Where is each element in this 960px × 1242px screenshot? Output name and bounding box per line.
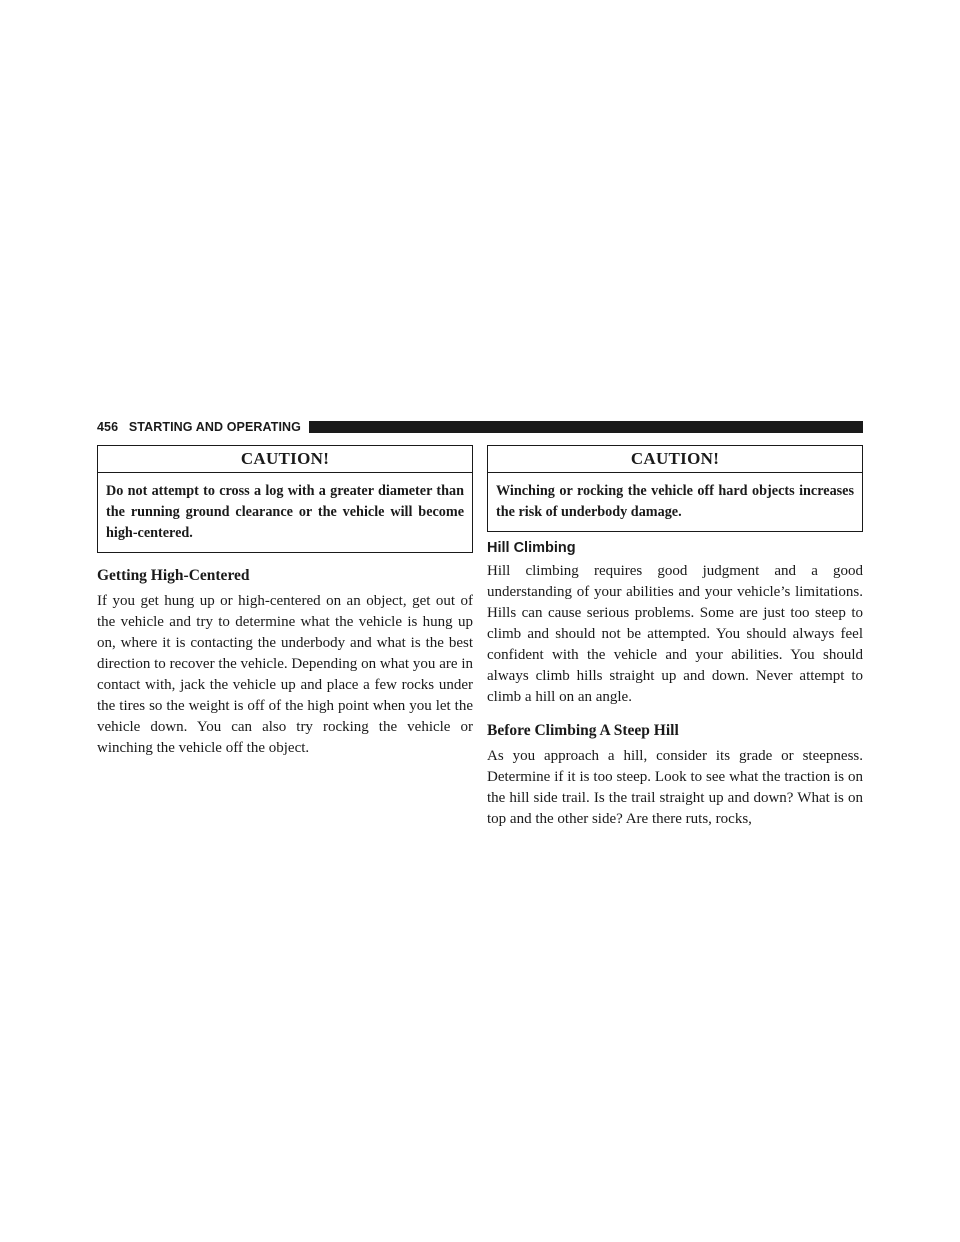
caution-title: CAUTION! bbox=[488, 446, 862, 473]
caution-box-winching bbox=[487, 445, 863, 532]
page-number: 456 bbox=[97, 420, 119, 434]
caution-text: Winching or rocking the vehicle off hard objects increases the risk of underbody damage. bbox=[496, 483, 854, 520]
paragraph-hill-climbing: Hill climbing requires good judgment and a good understanding of your abilities and your vehicle’s limitations. Hills can cause serious problems. Some are just too steep to climb and should not be attempted. You should always feel confident with the vehicle and your abilities. You should always climb hills straight up and down. Never attempt to climb a hill on an angle. bbox=[487, 563, 863, 705]
paragraph-high-centered: If you get hung up or high-centered on an object, get out of the vehicle and try to determine what the vehicle is hung up on, where it is contacting the underbody and what is the best direction to recover the vehicle. Depending on what you are in contact with, jack the vehicle up and place a few rocks under the tires so the weight is off of the high point when you let the vehicle down. You can also try rocking the vehicle or winching the vehicle off the object. bbox=[97, 593, 473, 756]
caution-title: CAUTION! bbox=[98, 446, 472, 473]
section-title: STARTING AND OPERATING bbox=[128, 420, 301, 434]
heading-getting-high-centered: Getting High-Centered bbox=[97, 567, 250, 584]
page-header-label bbox=[97, 420, 309, 434]
heading-hill-climbing: Hill Climbing bbox=[487, 540, 576, 556]
paragraph-before-climbing: As you approach a hill, consider its grade or steepness. Determine if it is too steep. Look to see what the traction is on the hill side trail. Is the trail straight up and down? What is on top and the other side? Are there ruts, rocks, bbox=[487, 748, 863, 827]
left-column bbox=[97, 445, 473, 759]
right-column bbox=[487, 445, 863, 830]
caution-box-log bbox=[97, 445, 473, 553]
page-header bbox=[97, 418, 863, 436]
header-rule bbox=[309, 421, 863, 433]
caution-text: Do not attempt to cross a log with a greater diameter than the running ground clearance or the vehicle will become high-centered. bbox=[106, 483, 464, 541]
heading-before-climbing: Before Climbing A Steep Hill bbox=[487, 722, 679, 739]
